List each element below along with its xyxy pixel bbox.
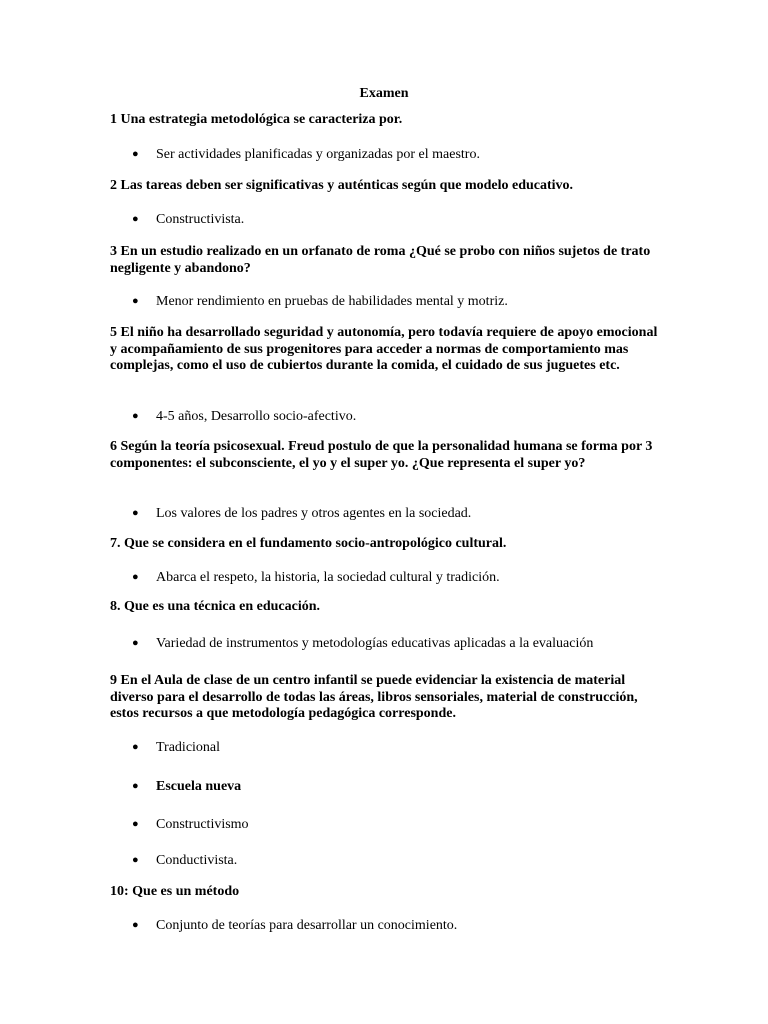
question-5: 5 El niño ha desarrollado seguridad y autonomía, pero todavía requiere de apoyo emocional y acompañamiento de sus progenitores para acceder a normas de comportamiento mas complejas, como el uso de cubiertos durante la comida, el cuidado de sus juguetes etc. xyxy=(110,325,658,373)
bullet-icon: ● xyxy=(132,854,139,866)
answer-7 xyxy=(132,568,692,587)
answer-9-option-2 xyxy=(132,777,692,796)
answer-text: Tradicional xyxy=(156,740,221,755)
answer-text: Constructivista. xyxy=(156,212,245,227)
bullet-icon: ● xyxy=(132,741,139,753)
question-1: 1 Una estrategia metodológica se caracteriza por. xyxy=(110,112,403,127)
question-3: 3 En un estudio realizado en un orfanato de roma ¿Qué se probo con niños sujetos de trato negligente y abandono? xyxy=(110,244,651,276)
bullet-icon: ● xyxy=(132,919,139,931)
answer-text: Los valores de los padres y otros agentes en la sociedad. xyxy=(156,506,472,521)
bullet-icon: ● xyxy=(132,637,139,649)
answer-5 xyxy=(132,407,692,426)
answer-3 xyxy=(132,292,692,311)
answer-8 xyxy=(132,634,692,653)
question-9: 9 En el Aula de clase de un centro infantil se puede evidenciar la existencia de material diverso para el desarrollo de todas las áreas, libros sensoriales, material de construcción, estos recursos a que metodología pedagógica corresponde. xyxy=(110,673,638,721)
answer-text: Variedad de instrumentos y metodologías educativas aplicadas a la evaluación xyxy=(156,636,594,651)
bullet-icon: ● xyxy=(132,780,139,792)
answer-text: Ser actividades planificadas y organizadas por el maestro. xyxy=(156,147,480,162)
answer-1 xyxy=(132,145,692,164)
answer-text: 4-5 años, Desarrollo socio-afectivo. xyxy=(156,409,357,424)
answer-text: Menor rendimiento en pruebas de habilidades mental y motriz. xyxy=(156,294,508,309)
bullet-icon: ● xyxy=(132,410,139,422)
bullet-icon: ● xyxy=(132,213,139,225)
answer-text: Conductivista. xyxy=(156,853,238,868)
question-8: 8. Que es una técnica en educación. xyxy=(110,599,320,614)
answer-9-option-3 xyxy=(132,815,692,834)
question-10: 10: Que es un método xyxy=(110,884,240,899)
bullet-icon: ● xyxy=(132,818,139,830)
question-6: 6 Según la teoría psicosexual. Freud postulo de que la personalidad humana se forma por 3 componentes: el subconsciente, el yo y el super yo. ¿Que representa el super yo? xyxy=(110,439,653,471)
answer-10 xyxy=(132,916,692,935)
bullet-icon: ● xyxy=(132,295,139,307)
answer-9-option-4 xyxy=(132,851,692,870)
answer-6 xyxy=(132,504,692,523)
bullet-icon: ● xyxy=(132,571,139,583)
question-2: 2 Las tareas deben ser significativas y auténticas según que modelo educativo. xyxy=(110,178,574,193)
question-7: 7. Que se considera en el fundamento socio-antropológico cultural. xyxy=(110,536,507,551)
answer-text: Conjunto de teorías para desarrollar un conocimiento. xyxy=(156,918,458,933)
answer-text: Abarca el respeto, la historia, la sociedad cultural y tradición. xyxy=(156,570,500,585)
answer-9-option-1 xyxy=(132,738,692,757)
answer-text: Constructivismo xyxy=(156,817,249,832)
bullet-icon: ● xyxy=(132,148,139,160)
answer-2 xyxy=(132,210,692,229)
answer-text: Escuela nueva xyxy=(156,779,242,794)
page-title: Examen xyxy=(359,86,409,101)
bullet-icon: ● xyxy=(132,507,139,519)
